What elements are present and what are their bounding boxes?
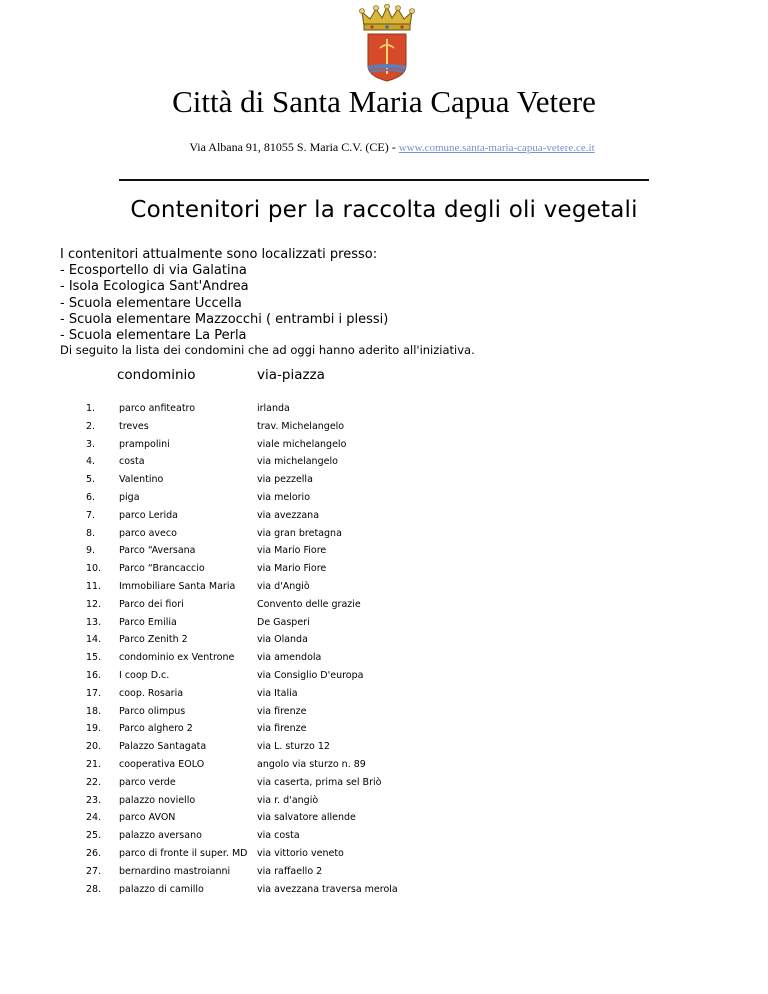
city-name: Città di Santa Maria Capua Vetere (172, 84, 596, 119)
condominio-name: palazzo di camillo (119, 883, 204, 895)
row-number: 8. (86, 527, 96, 539)
via-piazza-value: via raffaello 2 (257, 865, 323, 877)
location-item: - Isola Ecologica Sant'Andrea (60, 279, 249, 295)
row-number: 14. (86, 634, 102, 646)
address-text: Via Albana 91, 81055 S. Maria C.V. (CE) - (189, 140, 396, 154)
row-number: 12. (86, 598, 102, 610)
via-piazza-value: via firenze (257, 705, 307, 717)
website-link[interactable]: www.comune.santa-maria-capua-vetere.ce.it (398, 142, 595, 154)
condominio-name: coop. Rosaria (119, 687, 184, 699)
condominio-name: prampolini (119, 438, 170, 450)
row-number: 7. (86, 509, 96, 521)
via-piazza-value: via r. d'angiò (257, 794, 319, 806)
row-number: 9. (86, 545, 96, 557)
condominio-name: Immobiliare Santa Maria (119, 580, 236, 592)
locations-heading: I contenitori attualmente sono localizzati presso: (60, 247, 378, 262)
condominio-name: bernardino mastroianni (119, 865, 231, 877)
shield-icon (368, 34, 406, 81)
row-number: 4. (86, 456, 96, 468)
condominio-name: parco verde (119, 776, 176, 788)
via-piazza-value: via amendola (257, 652, 322, 664)
via-piazza-value: via Olanda (257, 634, 308, 646)
condominio-name: Parco “Aversana (119, 545, 196, 557)
condominio-name: cooperativa EOLO (119, 758, 205, 770)
condominio-name: Parco Emilia (119, 616, 177, 628)
row-number: 16. (86, 669, 102, 681)
condominio-name: Valentino (119, 474, 164, 486)
row-number: 23. (86, 794, 102, 806)
condominio-name: treves (119, 420, 149, 432)
row-number: 2. (86, 420, 96, 432)
row-number: 25. (86, 830, 102, 842)
condominio-name: Parco dei fiori (119, 598, 184, 610)
via-piazza-value: via Consiglio D'europa (257, 669, 364, 681)
address-line (0, 140, 768, 155)
via-piazza-value: via melorio (257, 491, 311, 503)
column-header-via-piazza: via-piazza (257, 367, 325, 383)
via-piazza-value: trav. Michelangelo (257, 420, 345, 432)
row-number: 19. (86, 723, 102, 735)
via-piazza-value: via Mario Fiore (257, 545, 327, 557)
via-piazza-value: via vittorio veneto (257, 847, 344, 859)
row-number: 13. (86, 616, 102, 628)
via-piazza-value: via firenze (257, 723, 307, 735)
location-item: - Scuola elementare La Perla (60, 328, 247, 344)
row-number: 20. (86, 741, 102, 753)
row-number: 1. (86, 403, 96, 414)
condominio-name: parco Lerida (119, 509, 178, 521)
via-piazza-value: via pezzella (257, 474, 313, 486)
via-piazza-value: viale michelangelo (257, 438, 347, 450)
via-piazza-value: via Mario Fiore (257, 563, 327, 575)
row-number: 24. (86, 812, 102, 824)
via-piazza-value: angolo via sturzo n. 89 (257, 758, 366, 770)
condominio-name: costa (119, 456, 145, 468)
via-piazza-value: via caserta, prima sel Briò (257, 776, 382, 788)
via-piazza-value: via gran bretagna (257, 527, 342, 539)
row-number: 5. (86, 474, 96, 486)
row-number: 15. (86, 652, 102, 664)
page-title: Contenitori per la raccolta degli oli vegetali (130, 197, 638, 223)
locations-block (60, 247, 388, 344)
via-piazza-value: Convento delle grazie (257, 598, 361, 610)
location-item: - Scuola elementare Mazzocchi ( entrambi i plessi) (60, 311, 389, 327)
via-piazza-value: De Gasperi (257, 616, 310, 628)
location-item: - Scuola elementare Uccella (60, 295, 242, 311)
row-number: 27. (86, 865, 102, 877)
list-intro: Di seguito la lista dei condomini che ad oggi hanno aderito all'iniziativa. (60, 343, 475, 357)
condominio-name: parco di fronte il super. MD (119, 847, 248, 859)
row-number: 22. (86, 776, 102, 788)
condominio-name: Palazzo Santagata (119, 741, 207, 753)
divider (119, 179, 649, 181)
condominio-name: parco anfiteatro (119, 403, 196, 414)
via-piazza-value: via avezzana (257, 509, 320, 521)
condominio-name: piga (119, 491, 140, 503)
row-number: 21. (86, 758, 102, 770)
row-number: 18. (86, 705, 102, 717)
row-number: 10. (86, 563, 102, 575)
condominio-name: Parco “Brancaccio (119, 563, 205, 575)
condominio-name: Parco Zenith 2 (119, 634, 188, 646)
condominio-name: palazzo noviello (119, 794, 196, 806)
row-number: 11. (86, 580, 102, 592)
via-piazza-value: via L. sturzo 12 (257, 741, 330, 753)
row-number: 28. (86, 883, 102, 895)
via-piazza-value: irlanda (257, 403, 290, 414)
via-piazza-value: via Italia (257, 687, 298, 699)
row-number: 6. (86, 491, 96, 503)
condominio-name: parco aveco (119, 527, 177, 539)
row-number: 26. (86, 847, 102, 859)
condominio-name: I coop D.c. (119, 669, 170, 681)
via-piazza-value: via costa (257, 830, 300, 842)
via-piazza-value: via salvatore allende (257, 812, 356, 824)
condominio-name: palazzo aversano (119, 830, 202, 842)
crown-icon (360, 4, 415, 30)
condominio-name: parco AVON (119, 812, 176, 824)
location-item: - Ecosportello di via Galatina (60, 263, 247, 279)
condominio-name: Parco alghero 2 (119, 723, 193, 735)
row-number: 17. (86, 687, 102, 699)
condominio-name: Parco olimpus (119, 705, 186, 717)
condominio-name: condominio ex Ventrone (119, 652, 235, 664)
city-crest-icon (356, 4, 418, 84)
row-number: 3. (86, 438, 96, 450)
column-header-condominio: condominio (117, 367, 196, 383)
via-piazza-value: via d'Angiò (257, 580, 310, 592)
via-piazza-value: via michelangelo (257, 456, 338, 468)
via-piazza-value: via avezzana traversa merola (257, 883, 398, 895)
